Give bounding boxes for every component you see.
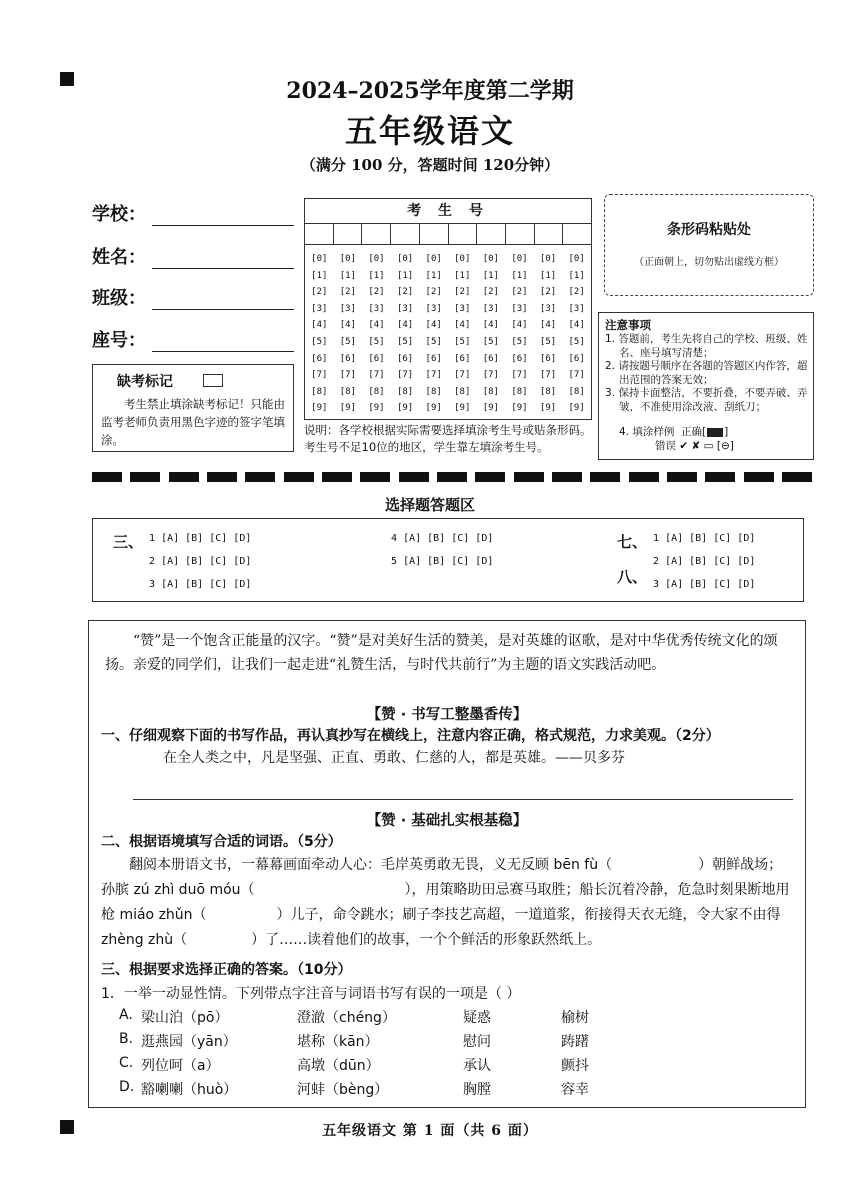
barcode-instruction: （正面朝上，切勿贴出虚线方框）: [634, 257, 784, 268]
digit-bubble[interactable]: [5]: [539, 336, 557, 347]
digit-bubble[interactable]: [8]: [368, 386, 385, 397]
digit-bubble[interactable]: [7]: [311, 370, 328, 381]
correct-mark-icon: [707, 428, 723, 437]
digit-bubble[interactable]: [3]: [511, 303, 528, 314]
option-d[interactable]: D. 豁喇喇（huò） 河蚌（bèng） 胸膛 容幸: [119, 1079, 589, 1098]
question-3-1-stem: 1．一举一动显性情。下列带点字注音与词语书写有误的一项是（ ）: [101, 986, 521, 1002]
question-3-stem: 三、根据要求选择正确的答案。（10分）: [101, 962, 352, 978]
mc-section-title: 选择题答题区: [384, 496, 475, 514]
mc-question[interactable]: 3 [A] [B] [C] [D]: [149, 579, 252, 590]
digit-bubble[interactable]: [3]: [425, 303, 442, 314]
class-line[interactable]: [152, 291, 294, 310]
digit-bubble[interactable]: [4]: [454, 320, 471, 331]
digit-bubble[interactable]: [6]: [539, 353, 557, 364]
mc-question[interactable]: 5 [A] [B] [C] [D]: [391, 556, 494, 567]
digit-bubble[interactable]: [1]: [368, 270, 385, 281]
digit-bubble[interactable]: [4]: [511, 320, 528, 331]
digit-bubble[interactable]: [4]: [339, 320, 357, 331]
digit-bubble[interactable]: [8]: [311, 386, 328, 397]
seat-field[interactable]: [92, 326, 294, 352]
digit-bubble[interactable]: [6]: [568, 353, 585, 364]
digit-bubble[interactable]: [0]: [482, 254, 499, 264]
mc-question[interactable]: 1 [A] [B] [C] [D]: [149, 533, 252, 544]
digit-bubble[interactable]: [8]: [425, 386, 442, 397]
mc-answer-area: [92, 518, 804, 602]
digit-bubble[interactable]: [4]: [425, 320, 442, 331]
mc-question[interactable]: 1 [A] [B] [C] [D]: [653, 533, 756, 544]
digit-bubble[interactable]: [2]: [454, 287, 471, 298]
question-2-paragraph: 翻阅本册语文书，一幕幕画面牵动人心：毛岸英勇敢无畏，义无反顾 bēn fù（ ）朝鲜战场；孙膑 zú zhì duō móu（ ），用策略助田忌赛马取胜；船长沉着冷静，危急时刻果断地用枪 miáo zhǔn（ ）儿子，命令跳水；刷子李技艺高超，一道道浆，衔接得天衣无缝，令大家不由得 zhèng zhù（ ）了……读着他们的故事，一个个鲜活的形象跃然纸上。: [101, 857, 790, 948]
mc-question[interactable]: 4 [A] [B] [C] [D]: [391, 533, 494, 544]
digit-bubble[interactable]: [1]: [311, 270, 328, 281]
digit-bubble[interactable]: [1]: [539, 270, 557, 281]
digit-bubble[interactable]: [8]: [539, 386, 557, 397]
digit-bubble[interactable]: [0]: [396, 254, 414, 264]
digit-bubble[interactable]: [0]: [425, 254, 442, 264]
digit-bubble[interactable]: [2]: [511, 287, 528, 298]
school-field[interactable]: [92, 200, 294, 226]
separator-dashes: [92, 472, 812, 484]
digit-bubble[interactable]: [2]: [311, 287, 328, 298]
digit-bubble[interactable]: [3]: [311, 303, 328, 314]
digit-bubble[interactable]: [6]: [482, 353, 499, 364]
digit-bubble[interactable]: [5]: [482, 336, 499, 347]
digit-bubble[interactable]: [4]: [568, 320, 585, 331]
digit-bubble[interactable]: [0]: [368, 254, 385, 264]
exam-number-column[interactable]: [448, 251, 477, 417]
digit-bubble[interactable]: [6]: [511, 353, 528, 364]
barcode-area: [604, 194, 814, 296]
exam-number-title: 考 生 号: [305, 199, 591, 224]
digit-bubble[interactable]: [0]: [511, 254, 528, 264]
school-line[interactable]: [152, 207, 294, 226]
exam-number-bubbles[interactable]: [305, 251, 591, 417]
question-2-stem: 二、根据语境填写合适的词语。（5分）: [101, 834, 342, 850]
intro-paragraph: “赞”是一个饱含正能量的汉字。“赞”是对美好生活的赞美，是对英雄的讴歌，是对中华优秀传统文化的颂扬。亲爱的同学们，让我们一起走进“礼赞生活，与时代共前行”为主题的语文实践活动吧。: [105, 633, 778, 673]
notice-item: 2. 请按题号顺序在各题的答题区内作答，超出范围的答案无效；: [605, 360, 808, 386]
digit-bubble[interactable]: [7]: [396, 370, 414, 381]
digit-bubble[interactable]: [5]: [339, 336, 357, 347]
mc-group-label: 三、: [113, 533, 144, 551]
digit-bubble[interactable]: [5]: [454, 336, 471, 347]
exam-number-grid: [304, 198, 592, 420]
exam-title: 五年级语文: [344, 112, 515, 150]
digit-bubble[interactable]: [6]: [311, 353, 328, 364]
exam-number-column[interactable]: [505, 251, 534, 417]
fill-sample-label: 4. 填涂样例: [619, 426, 675, 438]
notice-title: 注意事项: [605, 318, 651, 332]
wrong-marks: ✔ ✘ ▭ [⊖]: [679, 440, 734, 452]
school-label: 学校：: [92, 204, 146, 225]
digit-bubble[interactable]: [1]: [511, 270, 528, 281]
exam-number-column[interactable]: [305, 251, 334, 417]
digit-bubble[interactable]: [4]: [368, 320, 385, 331]
absent-instructions: 考生禁止填涂缺考标记！只能由监考老师负责用黑色字迹的签字笔填涂。: [101, 397, 285, 447]
absent-mark-box: [92, 364, 294, 452]
digit-bubble[interactable]: [2]: [425, 287, 442, 298]
digit-bubble[interactable]: [5]: [396, 336, 414, 347]
mc-question[interactable]: 3 [A] [B] [C] [D]: [653, 579, 756, 590]
digit-bubble[interactable]: [9]: [311, 403, 328, 414]
digit-bubble[interactable]: [6]: [454, 353, 471, 364]
digit-bubble[interactable]: [9]: [339, 403, 357, 414]
digit-bubble[interactable]: [2]: [482, 287, 499, 298]
digit-bubble[interactable]: [0]: [568, 254, 585, 264]
digit-bubble[interactable]: [4]: [396, 320, 414, 331]
digit-bubble[interactable]: [1]: [396, 270, 414, 281]
section-title-basics: 【赞 · 基础扎实根基稳】: [366, 813, 528, 829]
fill-sample-wrong-label: 错误: [655, 440, 676, 452]
absent-checkbox[interactable]: [203, 374, 223, 387]
digit-bubble[interactable]: [9]: [511, 403, 528, 414]
digit-bubble[interactable]: [7]: [368, 370, 385, 381]
digit-bubble[interactable]: [2]: [396, 287, 414, 298]
digit-bubble[interactable]: [9]: [425, 403, 442, 414]
digit-bubble[interactable]: [9]: [539, 403, 557, 414]
name-field[interactable]: [92, 243, 294, 269]
mc-question[interactable]: 2 [A] [B] [C] [D]: [149, 556, 252, 567]
option-c[interactable]: C. 列位呵（a） 高墩（dūn） 承认 颤抖: [119, 1055, 589, 1074]
digit-bubble[interactable]: [3]: [454, 303, 471, 314]
seat-line[interactable]: [152, 333, 294, 352]
digit-bubble[interactable]: [9]: [454, 403, 471, 414]
option-b[interactable]: B. 逛燕园（yān） 堪称（kān） 慰问 踌躇: [119, 1031, 589, 1050]
digit-bubble[interactable]: [8]: [396, 386, 414, 397]
digit-bubble[interactable]: [7]: [454, 370, 471, 381]
digit-bubble[interactable]: [5]: [568, 336, 585, 347]
digit-bubble[interactable]: [3]: [568, 303, 585, 314]
digit-bubble[interactable]: [8]: [568, 386, 585, 397]
page-footer: 五年级语文 第 1 面（共 6 面）: [322, 1123, 538, 1139]
digit-bubble[interactable]: [5]: [311, 336, 328, 347]
mc-question[interactable]: 2 [A] [B] [C] [D]: [653, 556, 756, 567]
digit-bubble[interactable]: [9]: [396, 403, 414, 414]
digit-bubble[interactable]: [0]: [311, 254, 328, 264]
digit-bubble[interactable]: [1]: [339, 270, 357, 281]
digit-bubble[interactable]: [9]: [482, 403, 499, 414]
digit-bubble[interactable]: [3]: [339, 303, 357, 314]
digit-bubble[interactable]: [2]: [568, 287, 585, 298]
name-line[interactable]: [152, 250, 294, 269]
mc-group-label: 八、: [617, 568, 648, 586]
digit-bubble[interactable]: [0]: [339, 254, 357, 264]
digit-bubble[interactable]: [8]: [482, 386, 499, 397]
exam-number-column[interactable]: [419, 251, 448, 417]
digit-bubble[interactable]: [4]: [482, 320, 499, 331]
digit-bubble[interactable]: [3]: [368, 303, 385, 314]
digit-bubble[interactable]: [8]: [454, 386, 471, 397]
digit-bubble[interactable]: [6]: [396, 353, 414, 364]
digit-bubble[interactable]: [9]: [368, 403, 385, 414]
absent-title: 缺考标记: [117, 374, 173, 390]
seat-label: 座号：: [92, 330, 146, 351]
digit-bubble[interactable]: [3]: [539, 303, 557, 314]
digit-bubble[interactable]: [5]: [368, 336, 385, 347]
digit-bubble[interactable]: [8]: [511, 386, 528, 397]
exam-number-entry-row[interactable]: [305, 224, 591, 245]
digit-bubble[interactable]: [6]: [425, 353, 442, 364]
digit-bubble[interactable]: [7]: [482, 370, 499, 381]
digit-bubble[interactable]: [1]: [482, 270, 499, 281]
digit-bubble[interactable]: [2]: [339, 287, 357, 298]
notice-list: [605, 333, 809, 415]
digit-bubble[interactable]: [6]: [368, 353, 385, 364]
exam-term: 2024–2025学年度第二学期: [286, 78, 574, 104]
digit-bubble[interactable]: [7]: [539, 370, 557, 381]
fill-sample-correct-label: 正确: [681, 426, 703, 438]
digit-bubble[interactable]: [5]: [425, 336, 442, 347]
notice-item: 3. 保持卡面整洁，不要折叠，不要弄破、弄皱，不准使用涂改液、刮纸刀；: [605, 387, 808, 413]
exam-number-column[interactable]: [562, 251, 591, 417]
digit-bubble[interactable]: [3]: [482, 303, 499, 314]
digit-bubble[interactable]: [1]: [425, 270, 442, 281]
digit-bubble[interactable]: [0]: [454, 254, 471, 264]
digit-bubble[interactable]: [6]: [339, 353, 357, 364]
class-label: 班级：: [92, 288, 146, 309]
digit-bubble[interactable]: [2]: [539, 287, 557, 298]
question-area: [88, 620, 806, 1108]
digit-bubble[interactable]: [3]: [396, 303, 414, 314]
notice-box: [598, 312, 814, 460]
copy-quote: 在全人类之中，凡是坚强、正直、勇敢、仁慈的人，都是英雄。——贝多芬: [163, 750, 625, 766]
class-field[interactable]: [92, 284, 294, 310]
exam-number-column[interactable]: [534, 251, 563, 417]
digit-bubble[interactable]: [1]: [454, 270, 471, 281]
digit-bubble[interactable]: [8]: [339, 386, 357, 397]
digit-bubble[interactable]: [1]: [568, 270, 585, 281]
digit-bubble[interactable]: [7]: [339, 370, 357, 381]
notice-item: 1. 答题前，考生先将自己的学校、班级、姓名、座号填写清楚；: [605, 333, 808, 359]
fill-sample: 4. 填涂样例 正确[ ] 错误 ✔ ✘ ▭ [⊖]: [619, 426, 734, 452]
exam-number-note: 说明：各学校根据实际需要选择填涂考生号或贴条形码。考生号不足10位的地区，学生靠左填涂考生号。: [304, 423, 592, 454]
barcode-title: 条形码粘贴处: [667, 222, 751, 238]
digit-bubble[interactable]: [4]: [539, 320, 557, 331]
digit-bubble[interactable]: [2]: [368, 287, 385, 298]
exam-number-column[interactable]: [477, 251, 506, 417]
exam-number-column[interactable]: [334, 251, 363, 417]
digit-bubble[interactable]: [7]: [425, 370, 442, 381]
digit-bubble[interactable]: [7]: [568, 370, 585, 381]
digit-bubble[interactable]: [9]: [568, 403, 585, 414]
question-1-stem: 一、仔细观察下面的书写作品，再认真抄写在横线上，注意内容正确，格式规范，力求美观。（2分）: [101, 728, 720, 744]
exam-subtitle: （满分 100 分，答题时间 120分钟）: [300, 156, 560, 174]
exam-number-column[interactable]: [391, 251, 420, 417]
digit-bubble[interactable]: [7]: [511, 370, 528, 381]
digit-bubble[interactable]: [5]: [511, 336, 528, 347]
mc-group-label: 七、: [617, 533, 648, 551]
name-label: 姓名：: [92, 247, 146, 268]
digit-bubble[interactable]: [4]: [311, 320, 328, 331]
copy-answer-line[interactable]: [133, 799, 793, 800]
exam-number-column[interactable]: [362, 251, 391, 417]
option-a[interactable]: A. 梁山泊（pō） 澄澈（chéng） 疑惑 榆树: [119, 1007, 589, 1026]
section-title-writing: 【赞 · 书写工整墨香传】: [366, 707, 528, 723]
digit-bubble[interactable]: [0]: [539, 254, 557, 264]
